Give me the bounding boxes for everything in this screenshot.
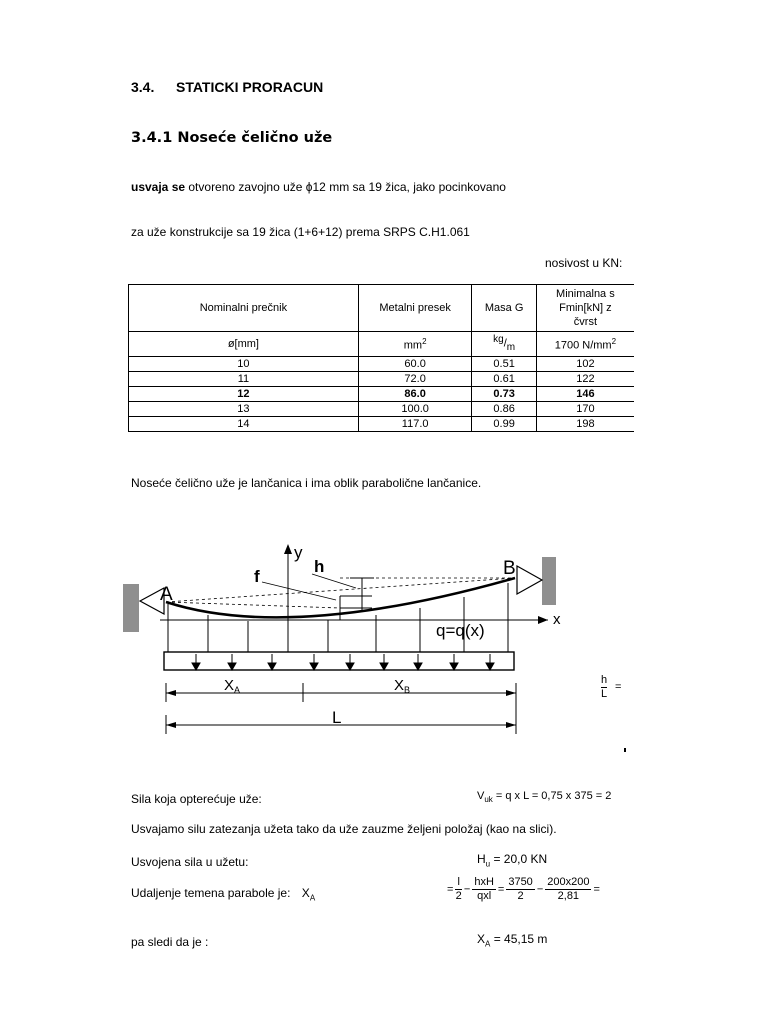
capacity-label: nosivost u KN: [545,256,623,270]
f-leader [262,582,336,600]
cell-mass: 0.86 [472,402,536,417]
rope-table [128,284,634,432]
table-row [129,402,635,417]
result-value [477,932,547,948]
label-xb [394,677,410,695]
frac-1: $\frac{l}{2}$ [455,876,462,902]
dim-arrow [166,690,176,696]
header-strength-line-2: Fmin[kN] z [559,302,612,314]
force-sub: u [485,859,491,869]
frac-3: $\frac{3750}{2}$ [508,876,533,902]
vertex-sub: A [309,893,316,903]
unit-strength-exp: 2 [611,337,617,347]
load-formula-sub: uk [484,795,493,805]
result-rest: = 45,15 m [490,932,548,946]
unit-mass: $^{kg}/_m$ [472,332,536,357]
force-rest: = 20,0 KN [490,852,548,866]
table-units-row [129,332,635,357]
table-row [129,417,635,432]
label-q: q=q(x) [436,621,485,640]
header-strength-line-1: Minimalna s [556,288,615,300]
label-h: h [314,557,325,576]
result-sub: A [485,939,491,949]
x-axis-arrow [538,616,548,624]
header-mass: Masa G [472,285,536,332]
load-label: Sila koja opterećuje uže: [131,792,262,806]
vertex-label-line [131,886,315,902]
catenary-sentence: Noseće čelično uže je lančanica i ima oblik parabolične lančanice. [131,476,482,490]
cell-strength: 146 [536,387,634,402]
tangent-line [166,602,340,608]
side-fraction [601,674,607,701]
label-y: y [294,543,303,562]
cell-mass: 0.51 [472,357,536,372]
cell-mass: 0.73 [472,387,536,402]
cell-mass: 0.99 [472,417,536,432]
dim-arrow [506,690,516,696]
header-strength [536,285,634,332]
unit-mass-den: m [506,341,516,353]
cell-diameter: 14 [129,417,359,432]
intro-line-2: za uže konstrukcije sa 19 žica (1+6+12) prema SRPS C.H1.061 [131,225,470,239]
label-x: x [553,611,561,628]
side-fraction-num: h [601,674,608,686]
frac-2: $\frac{\text{hxH}}{\text{qxl}}$ [474,876,494,902]
side-equals: = [615,681,622,693]
adopt-text: Usvajamo silu zatezanja užeta tako da uže zauzme željeni položaj (kao na slici). [131,822,557,836]
result-label: pa sledi da je : [131,935,209,949]
unit-area-base: mm [403,339,423,352]
label-b: B [503,558,516,579]
label-a: A [160,584,173,605]
unit-mass-num: kg [493,334,504,346]
cell-strength: 198 [536,417,634,432]
table-row [129,372,635,387]
side-fraction-den: L [601,688,608,700]
catenary-diagram [0,530,634,750]
section-heading [131,79,323,95]
load-formula-v: V [477,790,485,802]
dim-arrow [506,722,516,728]
unit-area [358,332,472,357]
force-value [477,852,547,868]
unit-strength [536,332,634,357]
section-number: 3.4. [131,79,155,95]
intro-line-1 [131,180,506,194]
cell-area: 86.0 [358,387,472,402]
label-l: L [332,708,342,727]
load-formula-rest: = q x L = 0,75 x 375 = 2 [492,790,612,802]
intro-lead-text: otvoreno zavojno uže ϕ12 mm sa 19 žica, jako pocinkovano [185,180,506,194]
table-header-row [129,285,635,332]
label-xa [224,677,240,695]
table-row [129,357,635,372]
vertex-formula: = $\frac{l}{2}$ − $\frac{\text{hxH}}{\text{qxl}}$ = $\frac{3750}{2}$ − $\frac{200x200}{2,81}$ = [447,876,600,902]
frac-4: $\frac{200x200}{2,81}$ [547,876,590,902]
cell-area: 72.0 [358,372,472,387]
cell-diameter: 10 [129,357,359,372]
cell-strength: 102 [536,357,634,372]
header-strength-line-3: čvrst [573,316,598,328]
y-axis-arrow [284,544,292,554]
label-xa-sub: A [234,685,241,695]
load-bar [164,652,514,670]
cell-area: 117.0 [358,417,472,432]
table-row-selected [129,387,635,402]
cell-strength: 122 [536,372,634,387]
force-h: H [477,852,486,866]
label-xb-base: X [394,677,405,694]
load-formula [477,790,611,804]
vertex-label: Udaljenje temena parabole je: [131,886,291,900]
right-wall [542,557,556,605]
header-area: Metalni presek [358,285,472,332]
left-wall [123,584,139,632]
section-title: STATICKI PRORACUN [176,79,324,95]
unit-area-exp: 2 [422,337,427,347]
label-xa-base: X [224,677,235,694]
label-xb-sub: B [404,685,411,695]
label-f: f [254,567,260,586]
cell-diameter: 13 [129,402,359,417]
unit-diameter: ø[mm] [129,332,359,357]
cell-strength: 170 [536,402,634,417]
force-label: Usvojena sila u užetu: [131,855,249,869]
cell-mass: 0.61 [472,372,536,387]
result-var: X [477,932,486,946]
header-diameter: Nominalni prečnik [129,285,359,332]
cell-diameter: 11 [129,372,359,387]
subsection-heading: 3.4.1 Noseće čelično uže [131,130,333,146]
vertex-var: X [301,886,310,900]
unit-strength-base: 1700 N/mm [554,339,612,352]
h-leader [312,574,356,588]
right-support-triangle [517,566,542,594]
cell-diameter: 12 [129,387,359,402]
cell-area: 60.0 [358,357,472,372]
cell-area: 100.0 [358,402,472,417]
dim-arrow [166,722,176,728]
side-mark [624,748,626,752]
intro-lead-bold: usvaja se [131,180,186,194]
